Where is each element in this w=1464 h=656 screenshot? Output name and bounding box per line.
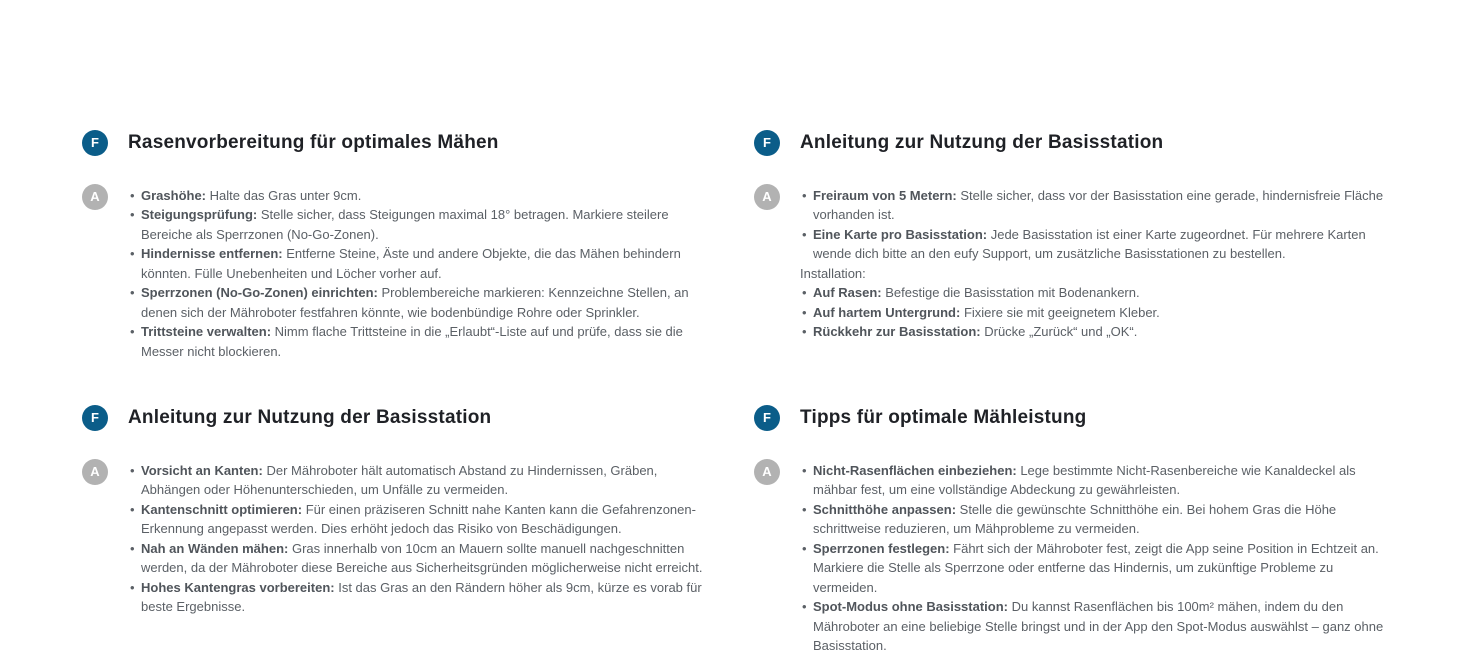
- answer-badge-icon: A: [754, 184, 780, 210]
- answer-badge-icon: A: [754, 459, 780, 485]
- bullet-list: [128, 461, 714, 617]
- question-badge-icon: F: [82, 405, 108, 431]
- section-title: Rasenvorbereitung für optimales Mähen: [128, 131, 499, 153]
- bullet-label: Sperrzonen festlegen:: [813, 540, 950, 556]
- bullet-label: Vorsicht an Kanten:: [141, 462, 263, 478]
- list-item: • Freiraum von 5 Metern: Stelle sicher, dass vor der Basisstation eine gerade, hindernisfreie Fläche vorhanden ist.: [813, 186, 1390, 225]
- list-item: • Trittsteine verwalten: Nimm flache Trittsteine in die „Erlaubt“-Liste auf und prüfe, dass sie die Messer nicht blockieren.: [141, 322, 714, 361]
- bullet-label: Steigungsprüfung:: [141, 207, 258, 223]
- list-item: • Sperrzonen (No-Go-Zonen) einrichten: Problembereiche markieren: Kennzeichne Stellen, an denen sich der Mähroboter festfahren könnte, wie bodenbündige Rohre oder Sprinkler.: [141, 283, 714, 322]
- bullet-label: Nah an Wänden mähen:: [141, 540, 289, 556]
- bullet-label: Freiraum von 5 Metern:: [813, 187, 957, 203]
- list-item: • Rückkehr zur Basisstation: Drücke „Zurück“ und „OK“.: [813, 322, 1390, 342]
- answer-row: [82, 184, 714, 362]
- list-item: • Sperrzonen festlegen: Fährt sich der Mähroboter fest, zeigt die App seine Position in Echtzeit an. Markiere die Stelle als Sperrzone oder entferne das Hindernis, um zukünftige Probleme zu vermeiden.: [813, 539, 1390, 598]
- answer-badge-icon: A: [82, 184, 108, 210]
- list-item: • Schnitthöhe anpassen: Stelle die gewünschte Schnitthöhe ein. Bei hohem Gras die Höhe schrittweise reduzieren, um Mähprobleme zu vermeiden.: [813, 500, 1390, 539]
- bullet-list: [128, 186, 714, 362]
- question-row: [82, 114, 714, 172]
- bullet-label: Trittsteine verwalten:: [141, 324, 272, 340]
- question-row: [754, 114, 1390, 172]
- answer-row: [754, 184, 1390, 342]
- faq-grid: [82, 114, 1394, 656]
- list-item: • Hindernisse entfernen: Entferne Steine, Äste und andere Objekte, die das Mähen behindern könnten. Fülle Unebenheiten und Löcher vorher auf.: [141, 244, 714, 283]
- section-title: Anleitung zur Nutzung der Basisstation: [128, 406, 492, 428]
- section-title: Anleitung zur Nutzung der Basisstation: [800, 131, 1164, 153]
- bullet-label: Rückkehr zur Basisstation:: [813, 324, 981, 340]
- bullet-label: Sperrzonen (No-Go-Zonen) einrichten:: [141, 285, 378, 301]
- question-badge-icon: F: [754, 405, 780, 431]
- list-item: • Auf hartem Untergrund: Fixiere sie mit geeignetem Kleber.: [813, 303, 1390, 323]
- bullet-label: Spot-Modus ohne Basisstation:: [813, 599, 1008, 615]
- list-item: • Nah an Wänden mähen: Gras innerhalb von 10cm an Mauern sollte manuell nachgeschnitten werden, da der Mähroboter diese Bereiche aus Sicherheitsgründen möglicherweise nicht erreicht.: [141, 539, 714, 578]
- list-item: • Auf Rasen: Befestige die Basisstation mit Bodenankern.: [813, 283, 1390, 303]
- bullet-label: Schnitthöhe anpassen:: [813, 501, 957, 517]
- section-body: [800, 184, 1390, 342]
- section-body: [128, 459, 714, 617]
- list-item: • Hohes Kantengras vorbereiten: Ist das Gras an den Rändern höher als 9cm, kürze es vorab für beste Ergebnisse.: [141, 578, 714, 617]
- section-title: Tipps für optimale Mähleistung: [800, 406, 1087, 428]
- bullet-list: [800, 186, 1390, 264]
- question-row: [754, 389, 1390, 447]
- bullet-label: Auf hartem Untergrund:: [813, 304, 961, 320]
- bullet-label: Grashöhe:: [141, 187, 207, 203]
- section-body: [800, 459, 1390, 656]
- faq-section: [82, 114, 714, 361]
- section-body: [128, 184, 714, 362]
- bullet-label: Kantenschnitt optimieren:: [141, 501, 303, 517]
- faq-section: [754, 389, 1390, 656]
- bullet-label: Eine Karte pro Basisstation:: [813, 226, 988, 242]
- bullet-label: Auf Rasen:: [813, 285, 882, 301]
- list-item: • Eine Karte pro Basisstation: Jede Basisstation ist einer Karte zugeordnet. Für mehrere Karten wende dich bitte an den eufy Support, um zusätzliche Basisstationen zu bestellen.: [813, 225, 1390, 264]
- list-item: • Kantenschnitt optimieren: Für einen präziseren Schnitt nahe Kanten kann die Gefahrenzonen-Erkennung angepasst werden. Dies erhöht jedoch das Risiko von Beschädigungen.: [141, 500, 714, 539]
- answer-badge-icon: A: [82, 459, 108, 485]
- bullet-list: [800, 283, 1390, 342]
- answer-row: [82, 459, 714, 617]
- list-item: • Grashöhe: Halte das Gras unter 9cm.: [141, 186, 714, 206]
- question-badge-icon: F: [754, 130, 780, 156]
- bullet-label: Hindernisse entfernen:: [141, 246, 283, 262]
- list-item: • Vorsicht an Kanten: Der Mähroboter hält automatisch Abstand zu Hindernissen, Gräben, Abhängen oder Höhenunterschieden, um Unfälle zu vermeiden.: [141, 461, 714, 500]
- bullet-label: Hohes Kantengras vorbereiten:: [141, 579, 335, 595]
- sub-heading: Installation:: [800, 265, 866, 281]
- question-badge-icon: F: [82, 130, 108, 156]
- list-item: • Spot-Modus ohne Basisstation: Du kannst Rasenflächen bis 100m² mähen, indem du den Mähroboter an eine beliebige Stelle bringst und in der App den Spot-Modus auswählst – ganz ohne Basisstation.: [813, 597, 1390, 656]
- list-item: • Steigungsprüfung: Stelle sicher, dass Steigungen maximal 18° betragen. Markiere steilere Bereiche als Sperrzonen (No-Go-Zonen).: [141, 205, 714, 244]
- faq-section: [754, 114, 1390, 342]
- list-item: • Nicht-Rasenflächen einbeziehen: Lege bestimmte Nicht-Rasenbereiche wie Kanaldeckel als mähbar fest, um eine vollständige Abdeckung zu gewährleisten.: [813, 461, 1390, 500]
- answer-row: [754, 459, 1390, 656]
- bullet-label: Nicht-Rasenflächen einbeziehen:: [813, 462, 1017, 478]
- question-row: [82, 389, 714, 447]
- faq-section: [82, 389, 714, 617]
- bullet-list: [800, 461, 1390, 656]
